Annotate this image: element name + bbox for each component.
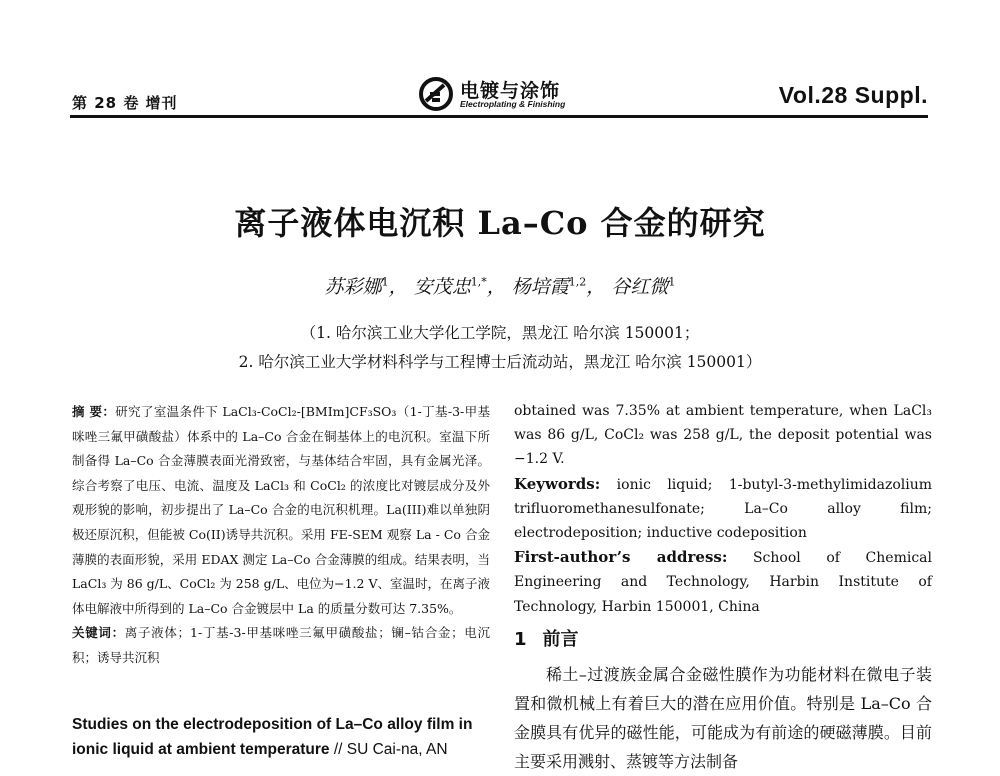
author-name: 苏彩娜 xyxy=(324,276,382,298)
abstract-cn xyxy=(72,400,490,671)
address-label: First-author’s address: xyxy=(514,548,728,567)
journal-logo xyxy=(418,74,593,114)
section-title: 前言 xyxy=(542,629,579,650)
keywords-en xyxy=(514,472,932,546)
abstract-text: 研究了室温条件下 LaCl₃-CoCl₂-[BMIm]CF₃SO₃（1-丁基-3-甲基咪唑三氟甲磺酸盐）体系中的 La–Co 合金在铜基体上的电沉积。室温下所制备得 La–Co 合金薄膜表面光滑致密，与基体结合牢固，具有金属光泽。综合考察了电压、电流、温度及 LaCl₃ 和 CoCl₂ 的浓度比对镀层成分及外观形貌的影响，初步提出了 La–Co 合金的电沉积机理。La(III)难以单独阴极还原沉积，但能被 Co(II)诱导共沉积。采用 FE-SEM 观察 La - Co 合金薄膜的表面形貌，采用 EDAX 测定 La–Co 合金薄膜的组成。结果表明，当 LaCl₃ 为 86 g/L、CoCl₂ 为 258 g/L、电位为−1.2 V、室温时，在离子液体电解液中所得到的 La–Co 合金镀层中 La 的质量分数可达 7.35%。 xyxy=(72,404,490,616)
abstract-en-text: obtained was 7.35% at ambient temperature, when LaCl₃ was 86 g/L, CoCl₂ was 258 g/L, the deposit potential was −1.2 V. xyxy=(514,403,932,468)
keywords-en-label: Keywords: xyxy=(514,474,601,493)
keywords-cn xyxy=(72,621,490,670)
author-name: 安茂忠 xyxy=(413,276,471,298)
abstract-label: 摘 要： xyxy=(72,404,116,419)
author-affil-mark: 1,2 xyxy=(568,275,587,289)
english-title-authors: // SU Cai-na, AN xyxy=(329,741,448,758)
keywords-label: 关键词： xyxy=(72,625,125,641)
abstract-cn-paragraph xyxy=(72,400,490,621)
logo-chinese-name: 电镀与涂饰 xyxy=(460,80,561,102)
logo-icon xyxy=(418,76,454,112)
author-list: 苏彩娜$^1$， 安茂忠$^{1,*}$， 杨培霞$^{1,2}$， 谷红微$^1$ xyxy=(324,275,676,298)
first-author-address xyxy=(514,545,932,619)
english-title-text: Studies on the electrodeposition of La–Co alloy film in ionic liquid at ambient temperature xyxy=(72,716,473,758)
author-affil-mark: 1 xyxy=(381,275,389,289)
english-title xyxy=(72,712,490,762)
affiliation-2: 2. 哈尔滨工业大学材料科学与工程博士后流动站，黑龙江 哈尔滨 150001） xyxy=(238,353,762,371)
address-text: School of Chemical Engineering and Technology, Harbin Institute of Technology, Harbin 150001, China xyxy=(514,550,932,615)
volume-en: Vol.28 Suppl. xyxy=(778,82,928,108)
section-number: 1 xyxy=(514,629,527,650)
header-rule xyxy=(70,115,928,118)
keywords-en-text: ionic liquid; 1-butyl-3-methylimidazolium trifluoromethanesulfonate; La–Co alloy film; electrodeposition; inductive codeposition xyxy=(514,476,932,542)
keywords-text: 离子液体；1-丁基-3-甲基咪唑三氟甲磺酸盐；镧–钴合金；电沉积；诱导共沉积 xyxy=(72,625,490,665)
author-name: 杨培霞 xyxy=(511,276,569,298)
author-affil-mark: 1,* xyxy=(470,275,487,289)
paper-title: 离子液体电沉积 La–Co 合金的研究 xyxy=(234,204,766,242)
volume-cn: 第 28 卷 增刊 xyxy=(72,94,178,112)
affiliation-1: （1. 哈尔滨工业大学化工学院，黑龙江 哈尔滨 150001； xyxy=(300,324,700,342)
author-affil-mark: 1 xyxy=(668,275,676,289)
logo-english-name: Electroplating & Finishing xyxy=(460,99,566,109)
author-name: 谷红微 xyxy=(611,276,669,298)
abstract-en xyxy=(514,399,932,619)
journal-header xyxy=(0,0,1000,115)
intro-paragraph: 稀土–过渡族金属合金磁性膜作为功能材料在微电子装置和微机械上有着巨大的潜在应用价值。特别是 La–Co 合金膜具有优异的磁性能，可能成为有前途的硬磁薄膜。目前主要采用溅射、蒸镀等方法制备 xyxy=(514,665,932,771)
section-heading xyxy=(514,625,595,651)
